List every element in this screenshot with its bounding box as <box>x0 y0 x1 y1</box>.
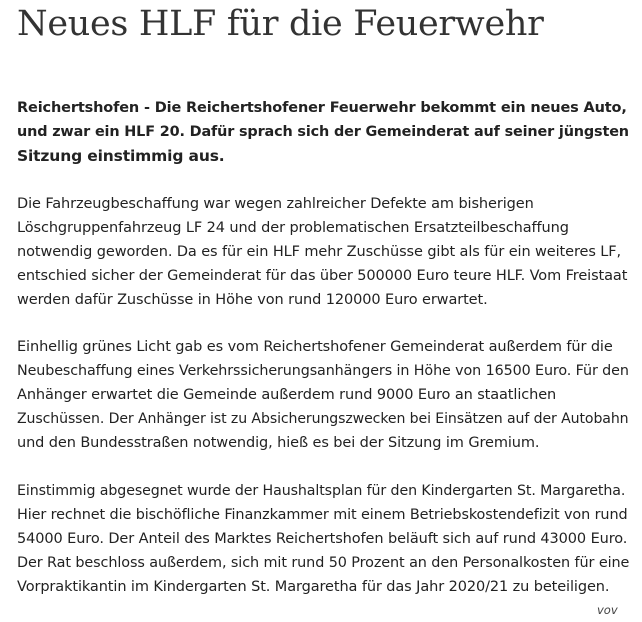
paragraph-line: notwendig geworden. Da es für ein HLF mehr Zuschüsse gibt als für ein weiteres LF, <box>17 244 622 260</box>
paragraph-line: werden dafür Zuschüsse in Höhe von rund 120000 Euro erwartet. <box>17 292 488 308</box>
paragraph-line: und den Bundesstraßen notwendig, hieß es bei der Sitzung im Gremium. <box>17 435 540 451</box>
paragraph-line: Einstimmig abgesegnet wurde der Haushaltsplan für den Kindergarten St. Margaretha. <box>17 483 626 499</box>
article-paragraph-2 <box>17 335 629 455</box>
article-headline: Neues HLF für die Feuerwehr <box>17 4 544 44</box>
paragraph-line: Die Fahrzeugbeschaffung war wegen zahlreicher Defekte am bisherigen <box>17 196 534 212</box>
paragraph-line: Der Rat beschloss außerdem, sich mit rund 50 Prozent an den Personalkosten für eine <box>17 555 630 571</box>
paragraph-line: Neubeschaffung eines Verkehrssicherungsanhängers in Höhe von 16500 Euro. Für den <box>17 363 629 379</box>
paragraph-line: Vorpraktikantin im Kindergarten St. Margaretha für das Jahr 2020/21 zu beteiligen. <box>17 579 610 595</box>
paragraph-line: Löschgruppenfahrzeug LF 24 und der problematischen Ersatzteilbeschaffung <box>17 220 569 236</box>
paragraph-line: Zuschüssen. Der Anhänger ist zu Absicherungszwecken bei Einsätzen auf der Autobahn <box>17 411 629 427</box>
article-paragraph-3 <box>17 479 629 599</box>
paragraph-line: Anhänger erwartet die Gemeinde außerdem rund 9000 Euro an staatlichen <box>17 387 557 403</box>
paragraph-line: entschied sicher der Gemeinderat für das über 500000 Euro teure HLF. Vom Freistaat <box>17 268 628 284</box>
paragraph-line: Hier rechnet die bischöfliche Finanzkammer mit einem Betriebskostendefizit von rund <box>17 507 628 523</box>
paragraph-line: Einhellig grünes Licht gab es vom Reichertshofener Gemeinderat außerdem für die <box>17 339 613 355</box>
lead-line: und zwar ein HLF 20. Dafür sprach sich der Gemeinderat auf seiner jüngsten <box>17 124 629 140</box>
paragraph-line: 54000 Euro. Der Anteil des Marktes Reichertshofen beläuft sich auf rund 43000 Euro. <box>17 531 628 547</box>
article-lead <box>17 96 629 168</box>
author-initials: vov <box>597 603 618 617</box>
lead-line: Sitzung einstimmig aus. <box>17 147 225 165</box>
article-paragraph-1 <box>17 192 629 312</box>
lead-line: Reichertshofen - Die Reichertshofener Feuerwehr bekommt ein neues Auto, <box>17 100 627 116</box>
